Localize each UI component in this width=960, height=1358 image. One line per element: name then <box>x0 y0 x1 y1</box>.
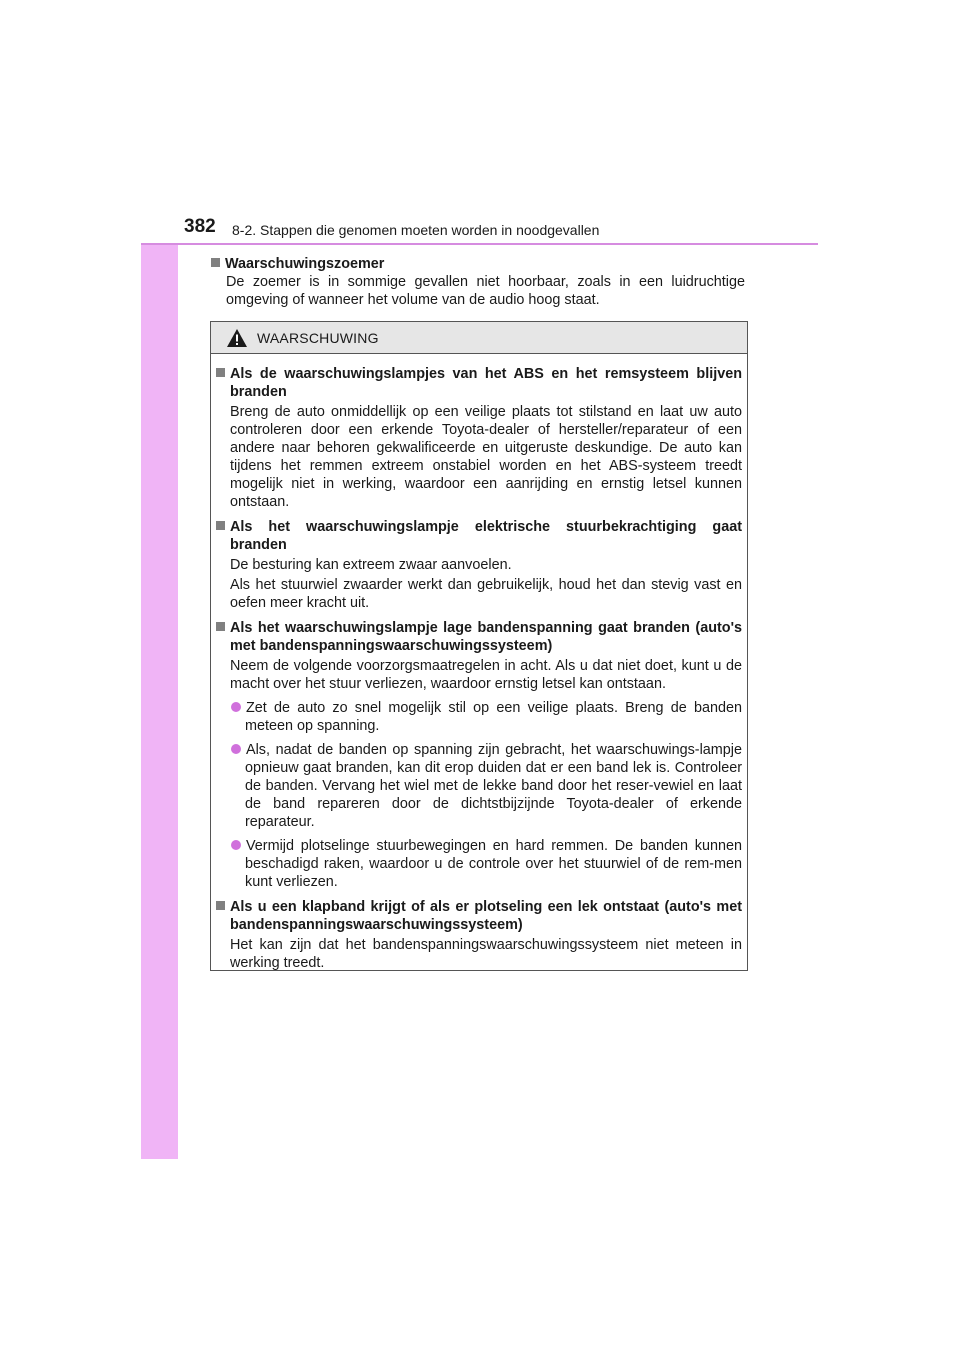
warning-item-bullet: Als, nadat de banden op spanning zijn gebracht, het waarschuwings-lampje opnieuw gaat branden, kan dit erop duiden dat er een band lek is. Controleer de banden. Vervang het wiel met de lekke band door het reser-vewiel en laat de band repareren door de dichtstbijzijnde Toyota-dealer of erkende reparateur. <box>216 741 742 831</box>
square-bullet-icon <box>211 258 220 267</box>
warning-item-paragraph: Neem de volgende voorzorgsmaatregelen in acht. Als u dat niet doet, kunt u de macht over het stuur verliezen, waardoor ernstig letsel kan ontstaan. <box>230 658 742 692</box>
intro-section <box>211 255 745 309</box>
circle-bullet-icon <box>231 702 241 712</box>
section-title: 8-2. Stappen die genomen moeten worden in noodgevallen <box>232 222 600 238</box>
warning-item-paragraph: Het kan zijn dat het bandenspanningswaarschuwingssysteem niet meteen in werking treedt. <box>230 937 742 971</box>
warning-content <box>211 354 747 972</box>
warning-item-heading: Als het waarschuwingslampje elektrische stuurbekrachtiging gaat branden <box>216 518 742 554</box>
intro-heading: Waarschuwingszoemer <box>211 255 745 273</box>
warning-item-paragraph: Als het stuurwiel zwaarder werkt dan gebruikelijk, houd het dan stevig vast en oefen meer kracht uit. <box>230 577 742 611</box>
square-bullet-icon <box>216 521 225 530</box>
warning-triangle-icon <box>226 328 248 348</box>
warning-item-heading: Als het waarschuwingslampje lage bandenspanning gaat branden (auto's met bandenspanningswaarschuwingssysteem) <box>216 619 742 655</box>
warning-item <box>216 365 742 511</box>
warning-item-paragraph: De besturing kan extreem zwaar aanvoelen. <box>230 557 512 573</box>
warning-item-heading: Als de waarschuwingslampjes van het ABS en het remsysteem blijven branden <box>216 365 742 401</box>
warning-label: WAARSCHUWING <box>257 330 379 346</box>
chapter-side-tab <box>141 198 178 1159</box>
warning-item-bullet: Zet de auto zo snel mogelijk stil op een veilige plaats. Breng de banden meteen op spanning. <box>216 699 742 735</box>
page-number: 382 <box>184 216 216 237</box>
warning-item <box>216 619 742 891</box>
warning-item-paragraph: Breng de auto onmiddellijk op een veilige plaats tot stilstand en laat uw auto controleren door een erkende Toyota-dealer of hersteller/reparateur of een andere naar behoren gekwalificeerde en uitgeruste deskundige. De auto kan tijdens het remmen extreem onstabiel worden en het ABS-systeem treedt mogelijk niet in werking, waardoor een aanrijding en ernstig letsel kunnen ontstaan. <box>230 404 742 510</box>
header-rule <box>141 243 818 245</box>
circle-bullet-icon <box>231 840 241 850</box>
warning-box <box>210 321 748 971</box>
square-bullet-icon <box>216 368 225 377</box>
warning-item-bullet: Vermijd plotselinge stuurbewegingen en hard remmen. De banden kunnen beschadigd raken, waardoor u de controle over het stuurwiel of de rem-men kunt verliezen. <box>216 837 742 891</box>
warning-item <box>216 898 742 972</box>
circle-bullet-icon <box>231 744 241 754</box>
warning-item-heading: Als u een klapband krijgt of als er plotseling een lek ontstaat (auto's met bandenspanningswaarschuwingssysteem) <box>216 898 742 934</box>
square-bullet-icon <box>216 901 225 910</box>
square-bullet-icon <box>216 622 225 631</box>
warning-item <box>216 518 742 612</box>
warning-header <box>211 322 747 354</box>
intro-text: De zoemer is in sommige gevallen niet hoorbaar, zoals in een luidruchtige omgeving of wanneer het volume van de audio hoog staat. <box>226 274 745 308</box>
